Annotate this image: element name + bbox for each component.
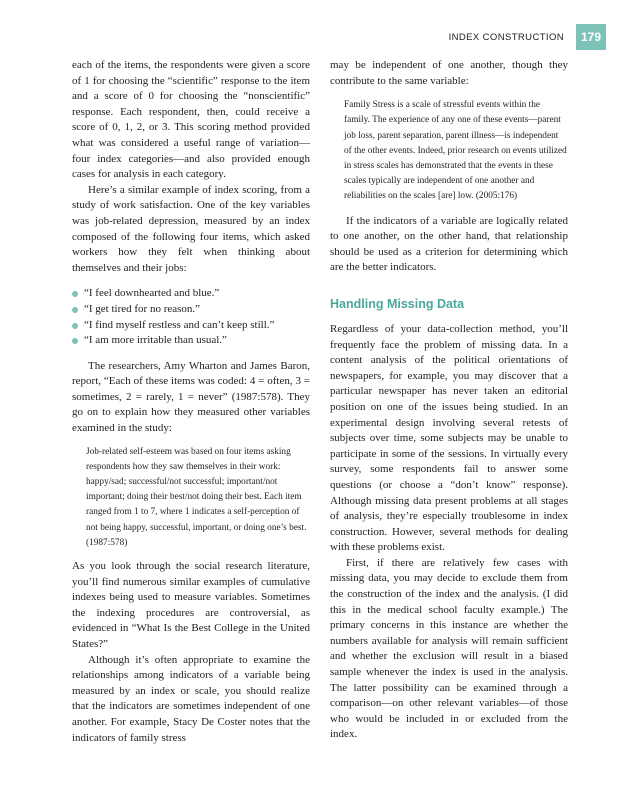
list-item-text: “I get tired for no reason.” — [84, 302, 201, 315]
paragraph: If the indicators of a variable are logically related to one another, on the other hand, that relationship should be used as a criterion for determining which are the better indicators. — [330, 214, 568, 274]
bullet-icon — [72, 323, 78, 329]
block-quote: Family Stress is a scale of stressful events within the family. The experience of any one of these events—parent job loss, parent separation, parent illness—is independent of the other events. Indeed, prior research on events utilized in stress scales has demonstrated that the events in these scales typically are independent of one another and reliabilities on the scales [are] low. (2005:176) — [344, 100, 567, 202]
bullet-icon — [72, 291, 78, 297]
paragraph: First, if there are relatively few cases with missing data, you may decide to exclude them from the construction of the index and the analysis. (I did this in the medical school faculty example.) The primary concerns in this instance are whether the numbers available for analysis will remain sufficient and whether the exclusion will result in a biased sample whenever the index is used in the analysis. The latter possibility can be examined through a comparison—on other relevant variables—of those who would be included in or excluded from the index. — [330, 556, 568, 741]
bullet-list — [72, 286, 310, 348]
bullet-icon — [72, 338, 78, 344]
running-title: INDEX CONSTRUCTION — [448, 32, 564, 43]
list-item-text: “I feel downhearted and blue.” — [84, 287, 220, 300]
list-item-text: “I find myself restless and can’t keep still.” — [84, 318, 275, 331]
paragraph: The researchers, Amy Wharton and James Baron, report, “Each of these items was coded: 4 = often, 3 = sometimes, 2 = rarely, 1 = never” (1987:578). They go on to explain how they measured other variables examined in the study: — [72, 359, 310, 435]
paragraph: Although it’s often appropriate to examine the relationships among indicators of a variable being measured by an index or scale, you should realize that the indicators are sometimes independent of one another. For example, Stacy De Coster notes that the indicators of family stress — [72, 653, 310, 744]
list-item — [72, 333, 310, 349]
section-heading: Handling Missing Data — [330, 296, 465, 311]
paragraph: Regardless of your data-collection method, you’ll frequently face the problem of missing data. In a content analysis of the political orientations of newspapers, for example, you may discover that a particular newspaper has never taken an editorial position on one of the issues being studied. In an experimental design involving several retests of subjects over time, some subjects may be unable to participate in some of the sessions. In virtually every survey, some respondents fail to answer some questions (or choose a “don’t know” response). Although missing data present problems at all stages of analysis, they’re especially troublesome in index construction. However, several methods for dealing with these problems exist. — [330, 322, 568, 554]
paragraph: As you look through the social research literature, you’ll find numerous similar examples of cumulative indexes being used to measure variables. Sometimes the indexing procedures are controversial, as evidenced in “What Is the Best College in the United States?” — [72, 560, 310, 651]
list-item — [72, 318, 310, 334]
paragraph: Here’s a similar example of index scoring, from a study of work satisfaction. One of the key variables was job-related depression, measured by an index composed of the following four items, which asked workers how they felt when thinking about themselves and their jobs: — [72, 183, 310, 274]
left-column — [72, 58, 310, 746]
page-number: 179 — [576, 24, 606, 50]
right-column — [330, 58, 568, 743]
list-item-text: “I am more irritable than usual.” — [84, 334, 227, 347]
bullet-icon — [72, 307, 78, 313]
list-item — [72, 302, 310, 318]
running-header — [0, 24, 636, 50]
paragraph: each of the items, the respondents were given a score of 1 for choosing the “scientific” response to the item and a score of 0 for choosing the “nonscientific” response. Each respondent, then, could receive a score of 0, 1, 2, or 3. This scoring method provided what was considered a useful range of variation—four index categories—and also provided enough cases for analysis in each category. — [72, 59, 310, 181]
block-quote: Job-related self-esteem was based on four items asking respondents how they saw themselves in their work: happy/sad; successful/not successful; important/not important; doing their best/not doing their best. Each item ranged from 1 to 7, where 1 indicates a self-perception of not being happy, successful, important, or doing one’s best. (1987:578) — [86, 446, 307, 548]
paragraph: may be independent of one another, though they contribute to the same variable: — [330, 59, 568, 87]
list-item — [72, 286, 310, 302]
